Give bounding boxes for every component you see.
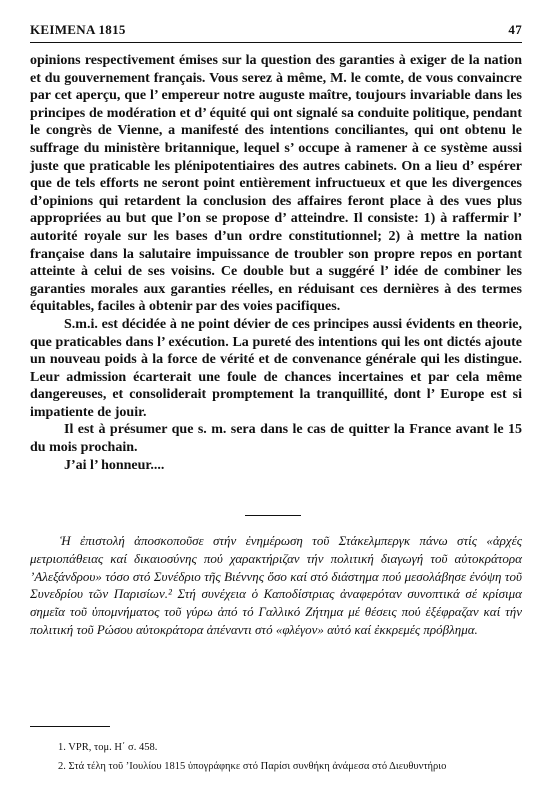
- section-separator: [245, 515, 301, 516]
- commentary-paragraph: Ἡ ἐπιστολή ἀποσκοποῦσε στήν ἐνημέρωση τοῦ Στάκελμπεργκ πάνω στίς «ἀρχές μετριοπάθειας καί δικαιοσύνης πού χαρακτήριζαν τήν πολιτική διαγωγή τοῦ αὐτοκράτορα ’Αλεξάνδρου» τόσο στό Συνέδριο τῆς Βιέννης ὅσο καί στό διάστημα πού μεσολάβησε ἐνόψη τοῦ Συνεδρίου τῶν Παρισίων.² Στή συνέχεια ὁ Καποδίστριας ἀναφερόταν συνοπτικά σέ κρίσιμα σημεῖα τοῦ ὑπομνήματος τοῦ γύρω ἀπό τό Γαλλικό Ζήτημα μέ θέσεις πού ἐξέφραζαν καί τήν πολιτική τοῦ Ρώσου αὐτοκράτορα ἀπέναντι στό «φλέγον» αὐτό καί ἐκκρεμές πρόβλημα.: [30, 533, 522, 637]
- body-paragraph-4: J’ai l’ honneur....: [64, 457, 165, 473]
- french-letter-text: [30, 52, 522, 474]
- greek-commentary: [30, 532, 522, 639]
- body-paragraph-2: S.m.i. est décidée à ne point dévier de ces principes aussi évidents en theorie, que praticables dans l’ exécution. La pureté des intentions qui les ont dictés ajoute un nouveau poids à la force de vérité et de convenance générale qui les distingue. Leur admission écarterait une foule de chances incertaines et par cela même dangereuses, et consoliderait promptement la tranquillité, dont l’ Europe est si impatiente de jouir.: [30, 316, 522, 420]
- footnotes: [58, 740, 528, 775]
- header-rule: [30, 42, 522, 43]
- body-paragraph-3: Il est à présumer que s. m. sera dans le cas de quitter la France avant le 15 du mois prochain.: [30, 422, 522, 456]
- footnote-2: 2. Στά τέλη τοῦ ’Ιουλίου 1815 ὑπογράφηκε στό Παρίσι συνθήκη ἀνάμεσα στό Διευθυντήριο: [58, 761, 447, 772]
- body-paragraph-1: opinions respectivement émises sur la question des garanties à exiger de la nation et du gouvernement français. Vous serez à même, M. le comte, de vous convaincre par cet aperçu, que l’ empereur notre auguste maître, toujours invariable dans les principes de modération et d’ équité qui ont signalé sa conduite politique, pendant le congrès de Vienne, a manifesté des intentions conciliantes, qui ont obtenu le suffrage du ministère britannique, lequel s’ occupe à ramener à ce système aussi juste que praticable les plénipotentiaires des autres cabinets. On a lieu d’ espérer que de tels efforts ne seront point entièrement infructueux et que les divergences d’opinions qui retardent la conclusion des affaires feront place à des vues plus appropriées au but que l’on se propose d’ atteindre. Il consiste: 1) à raffermir l’ autorité royale sur les bases d’un ordre constitutionnel; 2) à mettre la nation française dans la salutaire impuissance de troubler son propre repos en portant atteinte à celui de ses voisins. Ce double but a suggéré l’ idée de combiner les garanties morales aux garanties réelles, en réduisant ces dernières à des termes équitables, faciles à obtenir par des voies pacifiques.: [30, 53, 522, 315]
- page-number: 47: [508, 22, 522, 37]
- footnote-1: 1. VPR, τομ. Η΄ σ. 458.: [58, 742, 158, 753]
- footnote-rule: [30, 726, 110, 727]
- running-header: [30, 20, 522, 38]
- running-title: ΚΕΙΜΕΝΑ 1815: [30, 22, 126, 37]
